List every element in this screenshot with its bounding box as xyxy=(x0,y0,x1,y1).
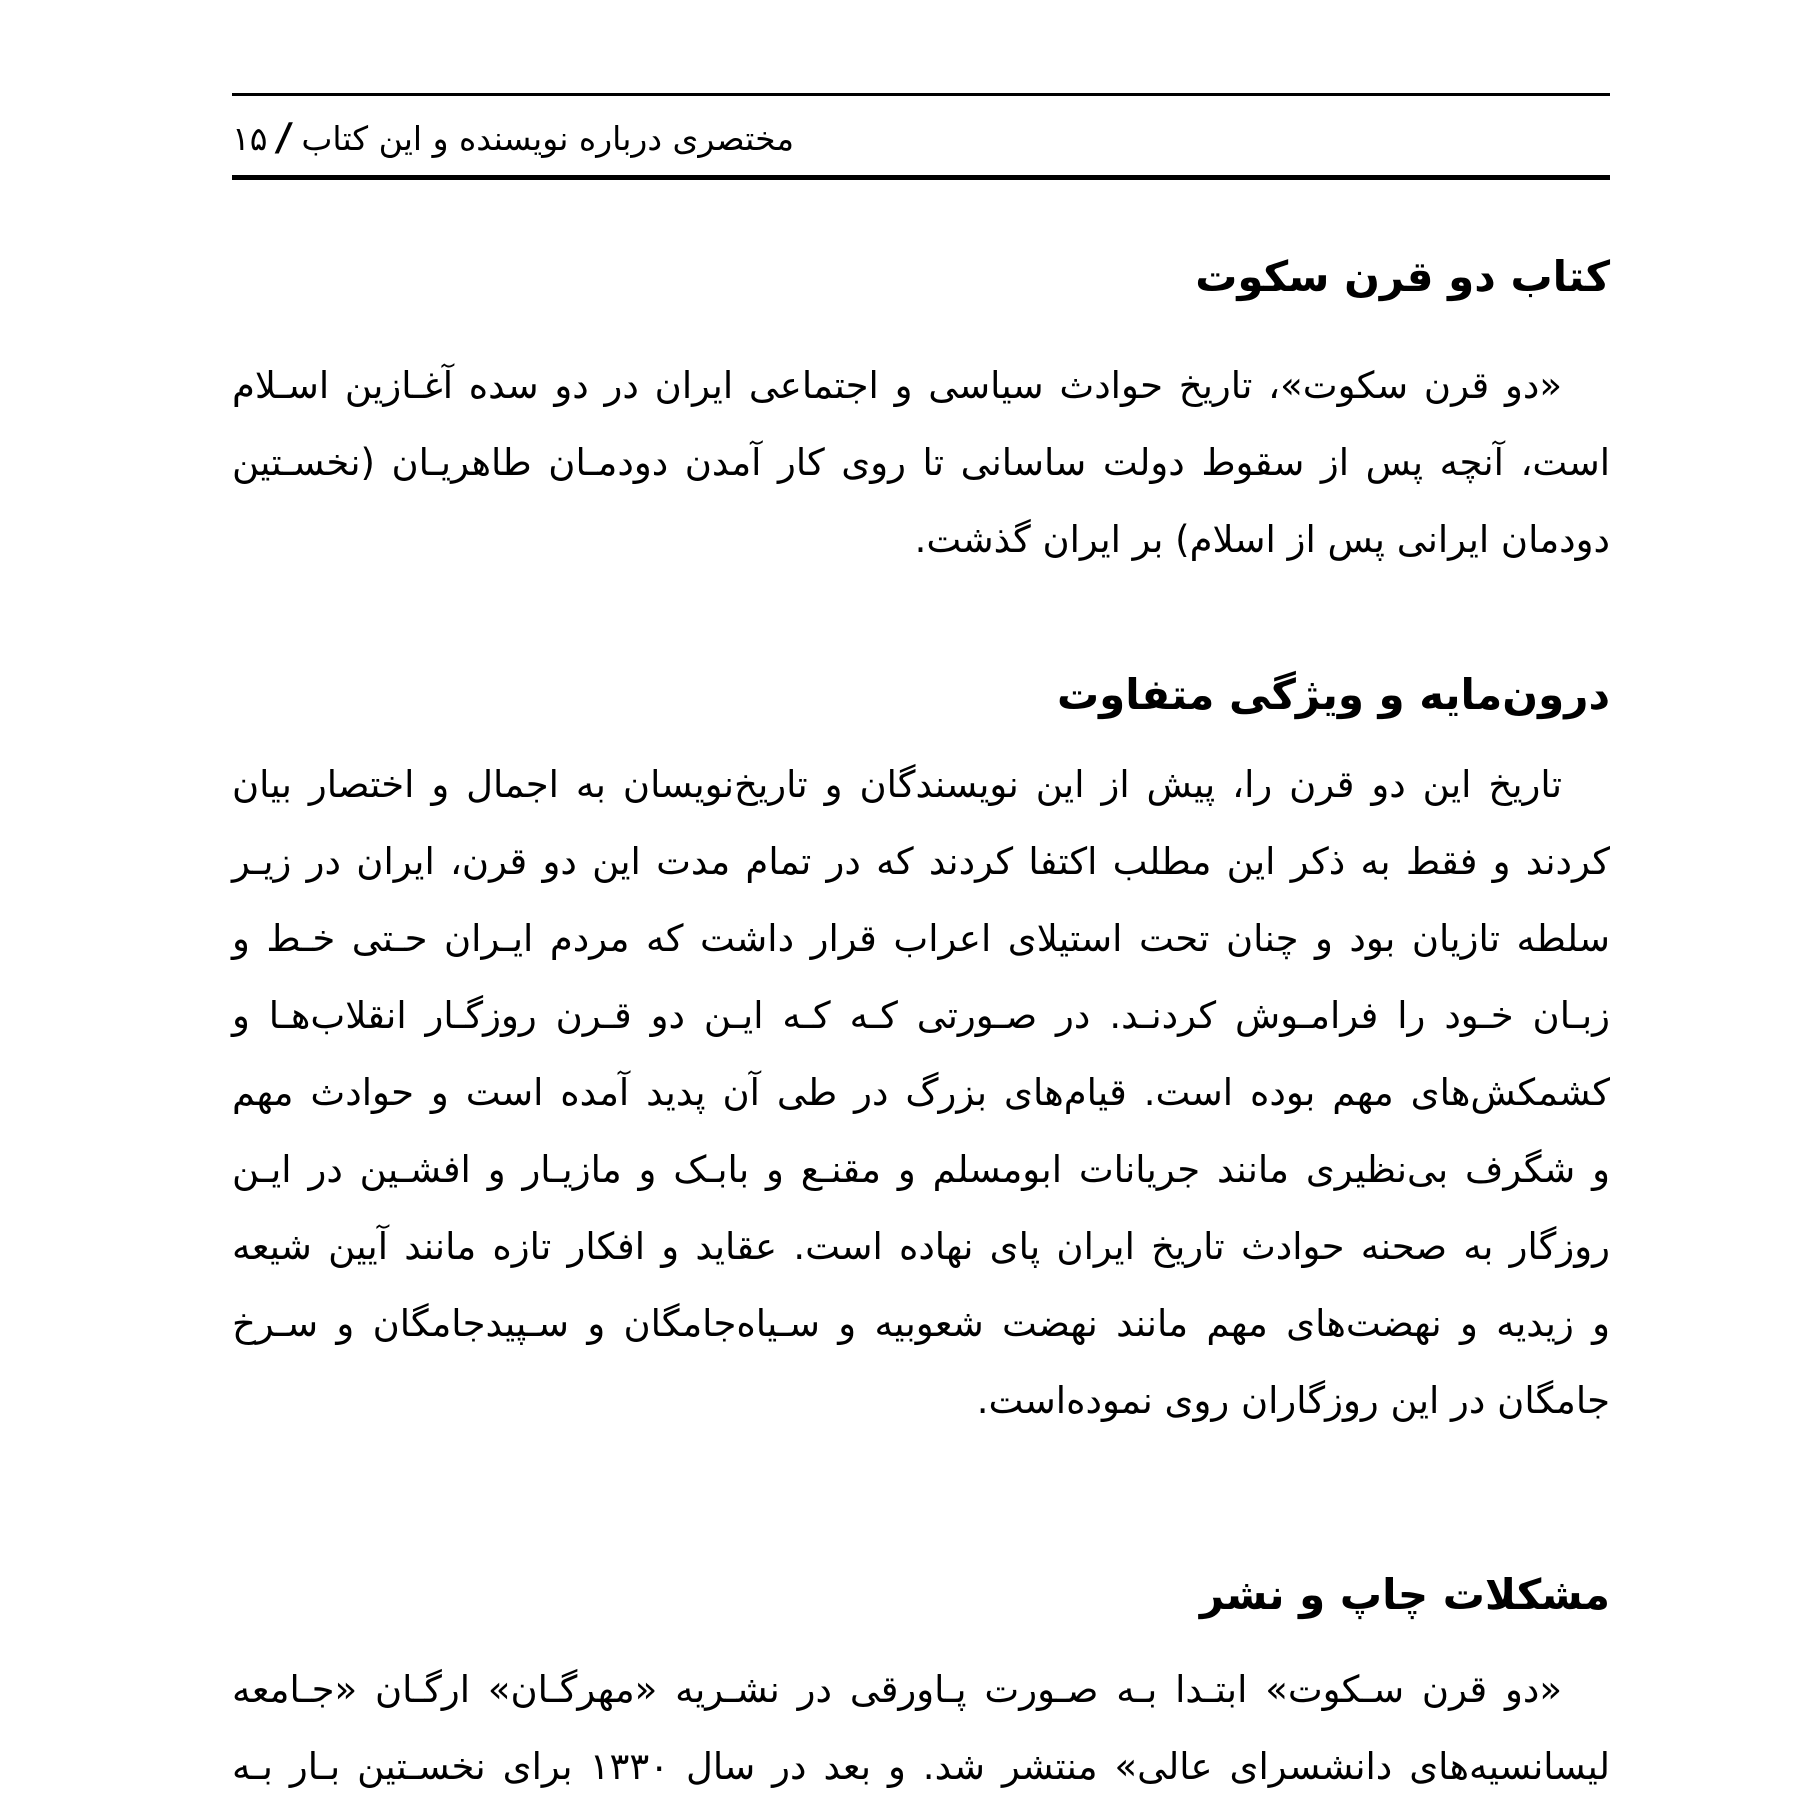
paragraph-line: کشمکش‌های مهم بوده است. قیام‌های بزرگ در طی آن پدید آمده است و حوادث مهم xyxy=(232,1071,1610,1114)
page-number: ۱۵ xyxy=(232,119,268,158)
running-head-title: مختصری درباره نویسنده و این کتاب xyxy=(301,119,795,158)
section-heading: کتاب دو قرن سکوت xyxy=(1195,252,1610,301)
header-separator: / xyxy=(274,115,295,159)
paragraph-line: سلطه تازیان بود و چنان تحت استیلای اعراب قرار داشت که مردم ایـران حـتی خـط و xyxy=(232,917,1610,960)
header-top-rule xyxy=(232,93,1610,96)
paragraph-line: و شگرف بی‌نظیری مانند جریانات ابومسلم و مقنـع و بابـک و مازیـار و افشـین در ایـن xyxy=(232,1148,1610,1191)
paragraph-line: «دو قرن سکوت»، تاریخ حوادث سیاسی و اجتماعی ایران در دو سده آغـازین اسـلام xyxy=(232,364,1562,407)
paragraph-line: «دو قرن سـکوت» ابتـدا بـه صـورت پـاورقی در نشـریه «مهرگـان» ارگـان «جـامعه xyxy=(232,1668,1562,1711)
paragraph-line: دودمان ایرانی پس از اسلام) بر ایران گذشت. xyxy=(914,518,1610,561)
section-heading: درون‌مایه و ویژگی متفاوت xyxy=(1056,670,1610,719)
paragraph-line: جامگان در این روزگاران روی نموده‌است. xyxy=(976,1379,1610,1422)
section-heading: مشکلات چاپ و نشر xyxy=(1199,1570,1610,1619)
section-paragraph xyxy=(232,347,1610,578)
paragraph-line: زبـان خـود را فرامـوش کردنـد. در صـورتی کـه کـه ایـن دو قـرن روزگـار انقلاب‌هـا و xyxy=(232,994,1610,1037)
paragraph-line: و زیدیه و نهضت‌های مهم مانند نهضت شعوبیه و سـیاه‌جامگان و سـپیدجامگان و سـرخ xyxy=(232,1302,1610,1345)
section-paragraph xyxy=(232,746,1610,1439)
section-paragraph xyxy=(232,1651,1610,1805)
paragraph-line: است، آنچه پس از سقوط دولت ساسانی تا روی کار آمدن دودمـان طاهریـان (نخسـتین xyxy=(232,441,1610,484)
book-page xyxy=(232,0,1610,1815)
running-head xyxy=(232,112,1610,162)
header-bottom-rule xyxy=(232,175,1610,180)
paragraph-line: روزگار به صحنه حوادث تاریخ ایران پای نهاده است. عقاید و افکار تازه مانند آیین شیعه xyxy=(232,1225,1610,1268)
paragraph-line: کردند و فقط به ذکر این مطلب اکتفا کردند که در تمام مدت این دو قرن، ایران در زیـر xyxy=(232,840,1610,883)
paragraph-line: لیسانسیه‌های دانشسرای عالی» منتشر شد. و بعد در سال ۱۳۳۰ برای نخسـتین بـار بـه xyxy=(232,1745,1610,1788)
paragraph-line: تاریخ این دو قرن را، پیش از این نویسندگان و تاریخ‌نویسان به اجمال و اختصار بیان xyxy=(232,763,1562,806)
